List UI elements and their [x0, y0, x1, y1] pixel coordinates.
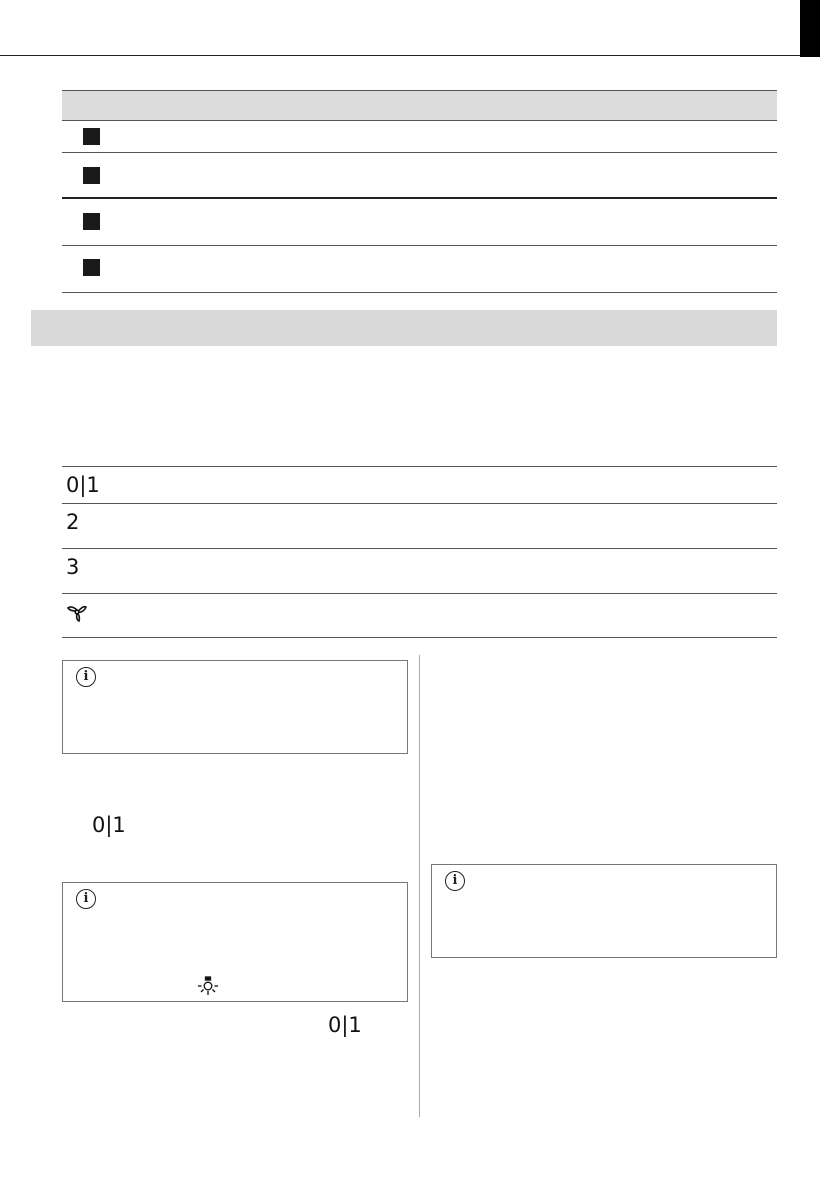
light-icon [197, 976, 219, 996]
table-header [62, 90, 777, 121]
square-marker-icon [83, 213, 100, 230]
info-icon: i [445, 871, 465, 891]
page-top-rule [0, 55, 800, 56]
table-row [62, 121, 777, 153]
on-off-symbol: 0|1 [92, 813, 126, 837]
section-header-bar [31, 310, 777, 346]
info-note-box [431, 864, 777, 958]
speed-2-symbol: 2 [66, 510, 80, 534]
table-row [62, 246, 777, 293]
control-row [62, 594, 777, 638]
info-icon: i [76, 667, 96, 687]
table-row [62, 153, 777, 199]
control-row [62, 549, 777, 594]
info-note-box [62, 660, 408, 754]
square-marker-icon [83, 128, 100, 145]
table-row [62, 199, 777, 246]
square-marker-icon [83, 167, 100, 184]
page-tab-marker [800, 0, 820, 57]
on-off-symbol: 0|1 [66, 473, 100, 497]
fan-icon [66, 601, 88, 623]
control-row [62, 504, 777, 549]
on-off-symbol: 0|1 [328, 1013, 362, 1037]
info-note-box [62, 882, 408, 1002]
info-icon: i [76, 889, 96, 909]
column-divider [419, 655, 420, 1117]
control-row [62, 466, 777, 504]
speed-3-symbol: 3 [66, 555, 80, 579]
square-marker-icon [83, 259, 100, 276]
